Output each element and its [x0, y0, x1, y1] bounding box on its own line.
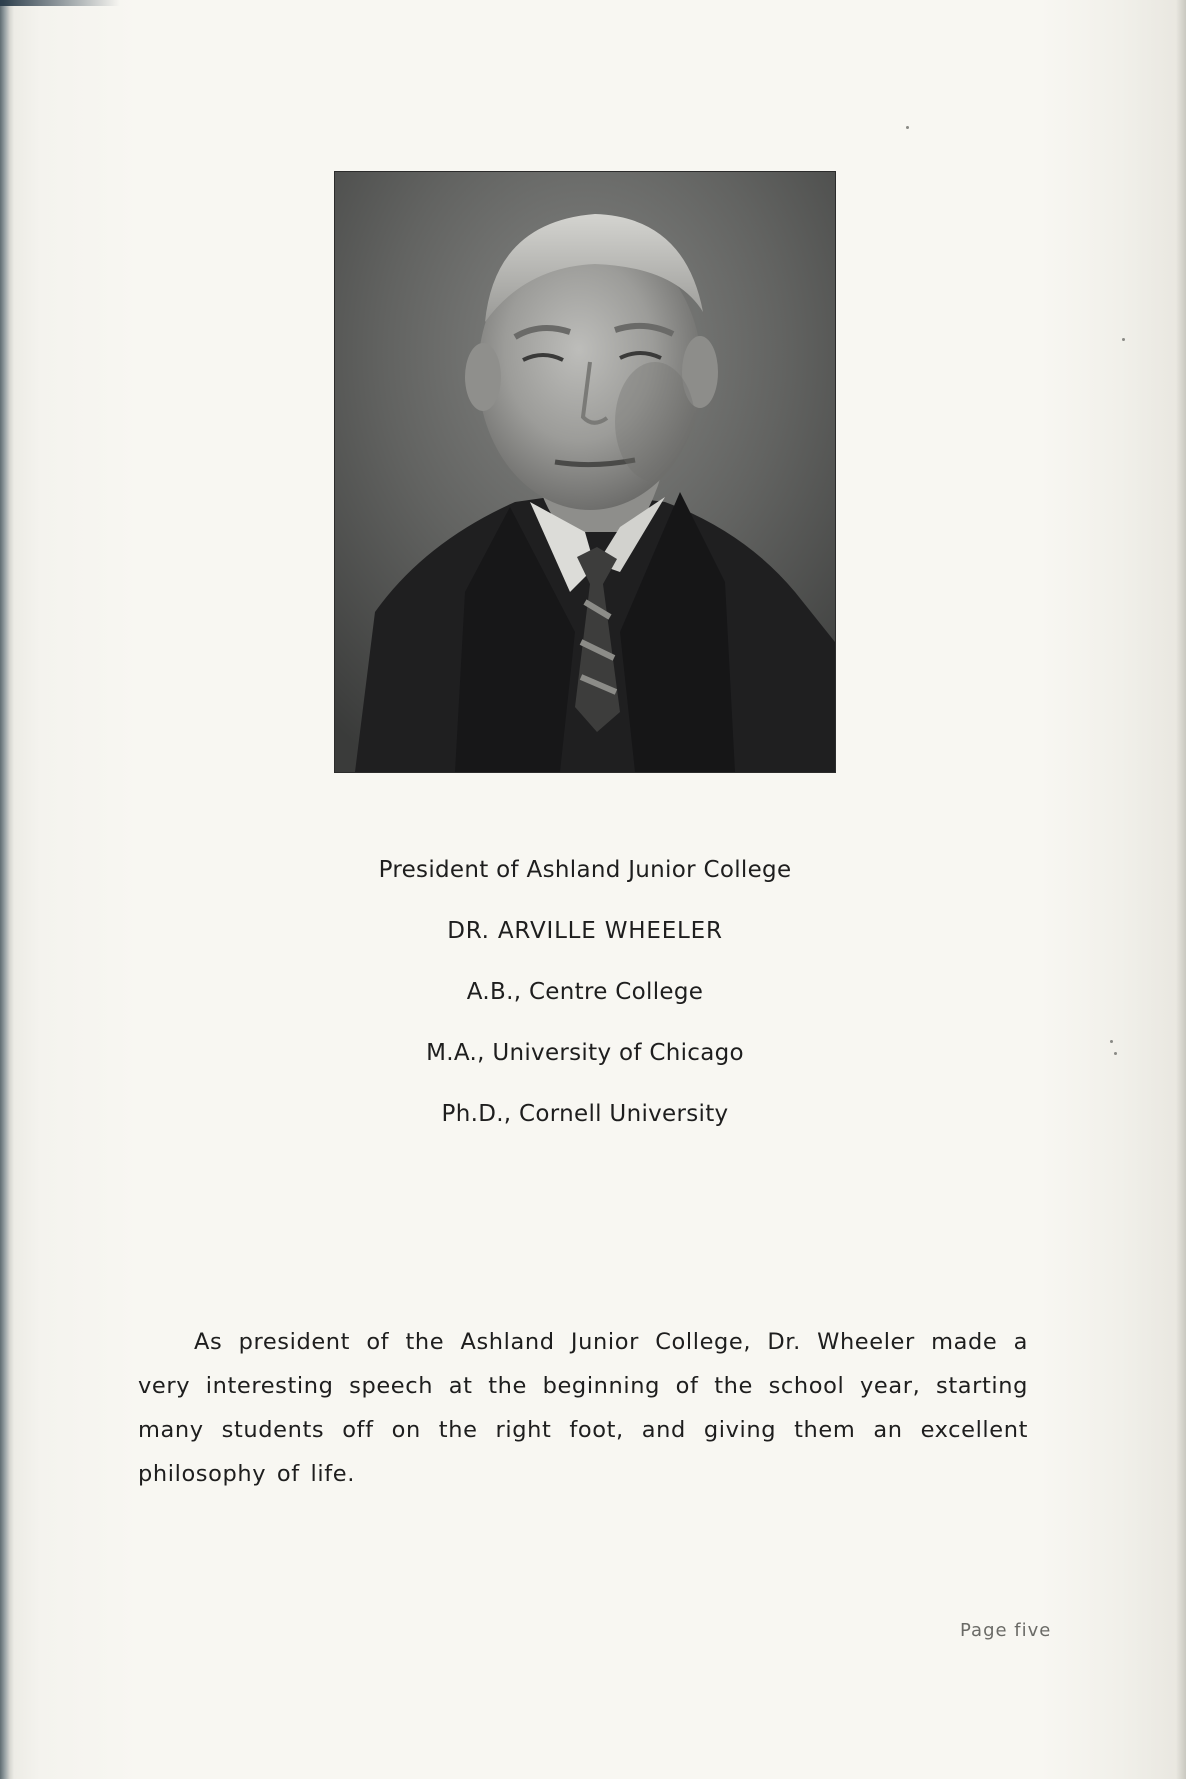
- binding-edge: [0, 0, 14, 1779]
- caption-title: President of Ashland Junior College: [378, 857, 792, 883]
- portrait-illustration: [335, 172, 835, 772]
- caption-degree: M.A., University of Chicago: [426, 1040, 744, 1066]
- caption-degree: Ph.D., Cornell University: [441, 1101, 729, 1127]
- page-edge-shadow: [1176, 0, 1186, 1779]
- portrait-caption: [335, 855, 835, 1160]
- portrait-photo: [335, 172, 835, 772]
- binding-strip: [0, 0, 120, 6]
- caption-degree: A.B., Centre College: [466, 979, 704, 1005]
- scan-speck: [906, 126, 909, 129]
- scan-speck: [1122, 338, 1125, 341]
- scan-speck: [1114, 1052, 1117, 1055]
- scan-speck: [1110, 1040, 1113, 1043]
- body-paragraph: As president of the Ashland Junior College, Dr. Wheeler made a very interesting speech at the beginning of the school year, starting many students off on the right foot, and giving them an excellent philosophy of life.: [138, 1328, 1028, 1487]
- page-number: Page five: [960, 1620, 1052, 1641]
- caption-name: DR. ARVILLE WHEELER: [447, 918, 723, 944]
